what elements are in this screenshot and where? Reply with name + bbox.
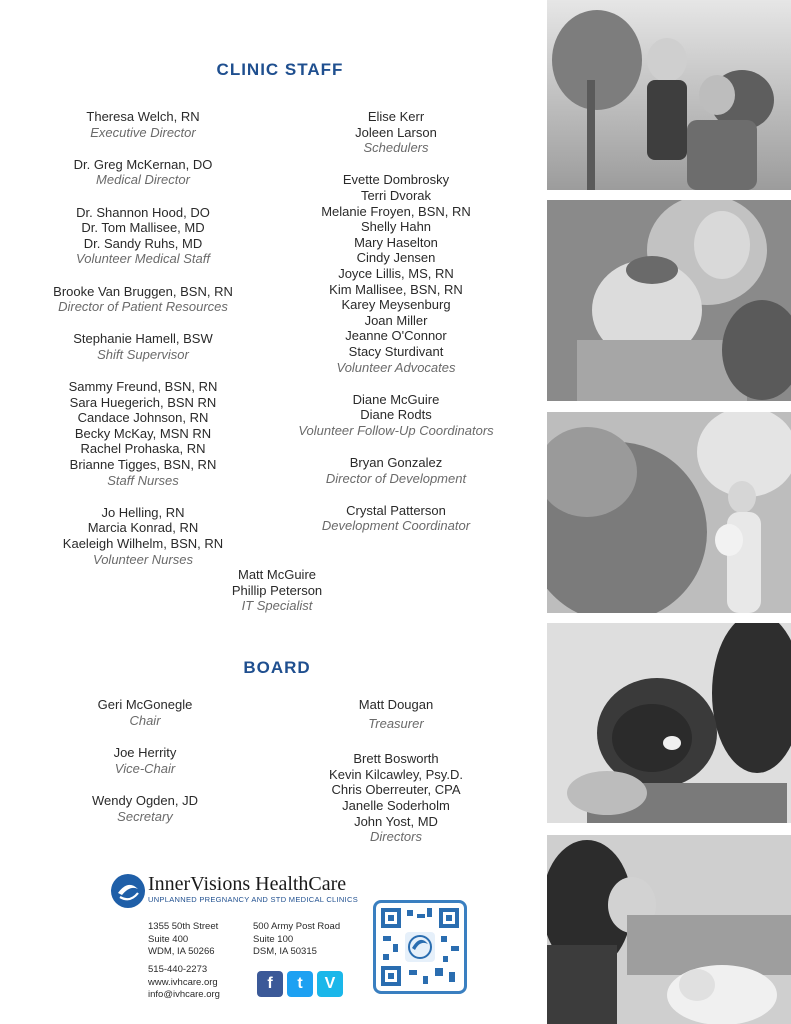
board-right-column xyxy=(305,697,487,865)
person-name: Joan Miller xyxy=(364,312,428,328)
staff-group xyxy=(40,331,246,362)
role-title: Chair xyxy=(129,712,161,728)
person-name: Evette Dombrosky xyxy=(342,172,450,188)
role-title: Volunteer Medical Staff xyxy=(76,251,210,267)
address-line: Suite 100 xyxy=(253,933,294,945)
person-name: Matt McGuire xyxy=(237,567,316,582)
person-name: Wendy Ogden, JD xyxy=(92,793,198,809)
person-name: Kevin Kilcawley, Psy.D. xyxy=(329,766,463,782)
role-title: IT Specialist xyxy=(241,598,313,614)
phone-number: 515-440-2273 xyxy=(148,964,208,975)
staff-group xyxy=(295,455,497,486)
role-title: Schedulers xyxy=(363,140,429,156)
staff-center-column xyxy=(190,567,364,614)
address-des-moines xyxy=(253,921,363,959)
address-west-des-moines xyxy=(148,921,248,959)
role-title: Director of Development xyxy=(325,470,467,486)
person-name: Stephanie Hamell, BSW xyxy=(73,331,213,347)
person-name: Diane Rodts xyxy=(360,407,432,423)
role-title: Medical Director xyxy=(96,172,190,188)
staff-group xyxy=(40,379,246,488)
person-name: Chris Oberreuter, CPA xyxy=(331,782,461,798)
role-title: Volunteer Advocates xyxy=(336,359,456,375)
staff-group xyxy=(295,503,497,534)
staff-left-column xyxy=(40,109,246,584)
person-name: Dr. Shannon Hood, DO xyxy=(76,204,210,220)
person-name: Jo Helling, RN xyxy=(101,504,185,520)
vimeo-icon[interactable]: V xyxy=(317,971,343,997)
role-title: Secretary xyxy=(117,808,173,824)
person-name: Crystal Patterson xyxy=(346,502,446,518)
person-name: Dr. Tom Mallisee, MD xyxy=(81,220,205,236)
qr-code-icon xyxy=(379,906,461,988)
photo-pregnant-woman xyxy=(547,412,791,613)
person-name: Brooke Van Bruggen, BSN, RN xyxy=(53,283,233,299)
person-name: Elise Kerr xyxy=(367,109,425,124)
person-name: Dr. Sandy Ruhs, MD xyxy=(83,235,203,251)
address-line: DSM, IA 50315 xyxy=(253,946,317,957)
staff-group xyxy=(305,751,487,845)
staff-group xyxy=(60,697,230,728)
person-name: Rachel Prohaska, RN xyxy=(80,441,206,457)
role-title: Director of Patient Resources xyxy=(58,299,228,315)
role-title: Development Coordinator xyxy=(321,518,471,534)
photo-newborn-crying xyxy=(547,623,791,823)
staff-group xyxy=(40,205,246,267)
person-name: Janelle Soderholm xyxy=(342,797,450,813)
facebook-icon[interactable]: f xyxy=(257,971,283,997)
email-link[interactable]: info@ivhcare.org xyxy=(148,989,220,1000)
person-name: John Yost, MD xyxy=(354,813,438,829)
person-name: Phillip Peterson xyxy=(231,582,323,598)
role-title: Staff Nurses xyxy=(107,472,179,488)
role-title: Executive Director xyxy=(90,124,196,140)
person-name: Kim Mallisee, BSN, RN xyxy=(329,281,463,297)
person-name: Matt Dougan xyxy=(358,697,434,712)
contact-info xyxy=(148,964,248,1002)
role-title: Volunteer Nurses xyxy=(93,551,193,567)
twitter-icon[interactable]: t xyxy=(287,971,313,997)
person-name: Geri McGonegle xyxy=(97,697,193,712)
person-name: Kaeleigh Wilhelm, BSN, RN xyxy=(62,536,224,552)
person-name: Diane McGuire xyxy=(352,391,440,407)
person-name: Jeanne O'Connor xyxy=(345,328,447,344)
logo-name: InnerVisions HealthCare xyxy=(148,873,347,895)
staff-group xyxy=(40,157,246,188)
staff-right-column xyxy=(295,109,497,551)
person-name: Dr. Greg McKernan, DO xyxy=(73,156,213,172)
photo-strip xyxy=(547,0,791,1024)
person-name: Joyce Lillis, MS, RN xyxy=(338,265,454,281)
person-name: Bryan Gonzalez xyxy=(349,455,443,471)
logo-mark-icon xyxy=(110,873,146,909)
role-title: Directors xyxy=(369,829,422,845)
logo xyxy=(110,873,370,909)
person-name: Theresa Welch, RN xyxy=(86,109,200,124)
person-name: Candace Johnson, RN xyxy=(77,410,209,426)
photo-mother-smiling-at-baby xyxy=(547,835,791,1024)
logo-tagline: UNPLANNED PREGNANCY AND STD MEDICAL CLINICS xyxy=(148,895,359,904)
staff-group xyxy=(40,505,246,567)
person-name: Shelly Hahn xyxy=(360,219,432,235)
role-title: Treasurer xyxy=(368,715,424,731)
role-title: Vice-Chair xyxy=(114,760,176,776)
staff-group xyxy=(295,109,497,156)
address-line: 1355 50th Street xyxy=(148,921,219,932)
person-name: Becky McKay, MSN RN xyxy=(74,425,212,441)
role-title: Shift Supervisor xyxy=(97,346,189,362)
person-name: Cindy Jensen xyxy=(356,250,436,266)
qr-code xyxy=(373,900,467,994)
board-heading: BOARD xyxy=(243,658,311,677)
address-line: WDM, IA 50266 xyxy=(148,946,215,957)
staff-group xyxy=(295,392,497,439)
person-name: Joleen Larson xyxy=(355,124,437,140)
staff-group xyxy=(60,793,230,824)
person-name: Marcia Konrad, RN xyxy=(87,520,199,536)
website-link[interactable]: www.ivhcare.org xyxy=(148,976,218,988)
staff-group xyxy=(40,109,246,140)
person-name: Brett Bosworth xyxy=(353,751,439,767)
clinic-staff-heading: CLINIC STAFF xyxy=(216,60,344,79)
staff-group xyxy=(40,284,246,315)
staff-group xyxy=(305,697,487,731)
address-line: Suite 400 xyxy=(148,933,189,945)
person-name: Sara Huegerich, BSN RN xyxy=(69,394,217,410)
role-title: Volunteer Follow-Up Coordinators xyxy=(298,422,494,438)
person-name: Terri Dvorak xyxy=(360,187,432,203)
board-left-column xyxy=(60,697,230,842)
person-name: Melanie Froyen, BSN, RN xyxy=(321,203,471,219)
person-name: Mary Haselton xyxy=(354,234,438,250)
person-name: Sammy Freund, BSN, RN xyxy=(68,379,218,395)
person-name: Karey Meysenburg xyxy=(341,297,451,313)
photo-mother-lifting-baby xyxy=(547,0,791,190)
staff-group xyxy=(295,172,497,375)
person-name: Stacy Sturdivant xyxy=(348,343,444,359)
staff-group xyxy=(60,745,230,776)
photo-mother-kissing-baby xyxy=(547,200,791,401)
address-line: 500 Army Post Road xyxy=(253,921,341,932)
person-name: Joe Herrity xyxy=(113,745,177,761)
person-name: Brianne Tigges, BSN, RN xyxy=(69,457,217,473)
